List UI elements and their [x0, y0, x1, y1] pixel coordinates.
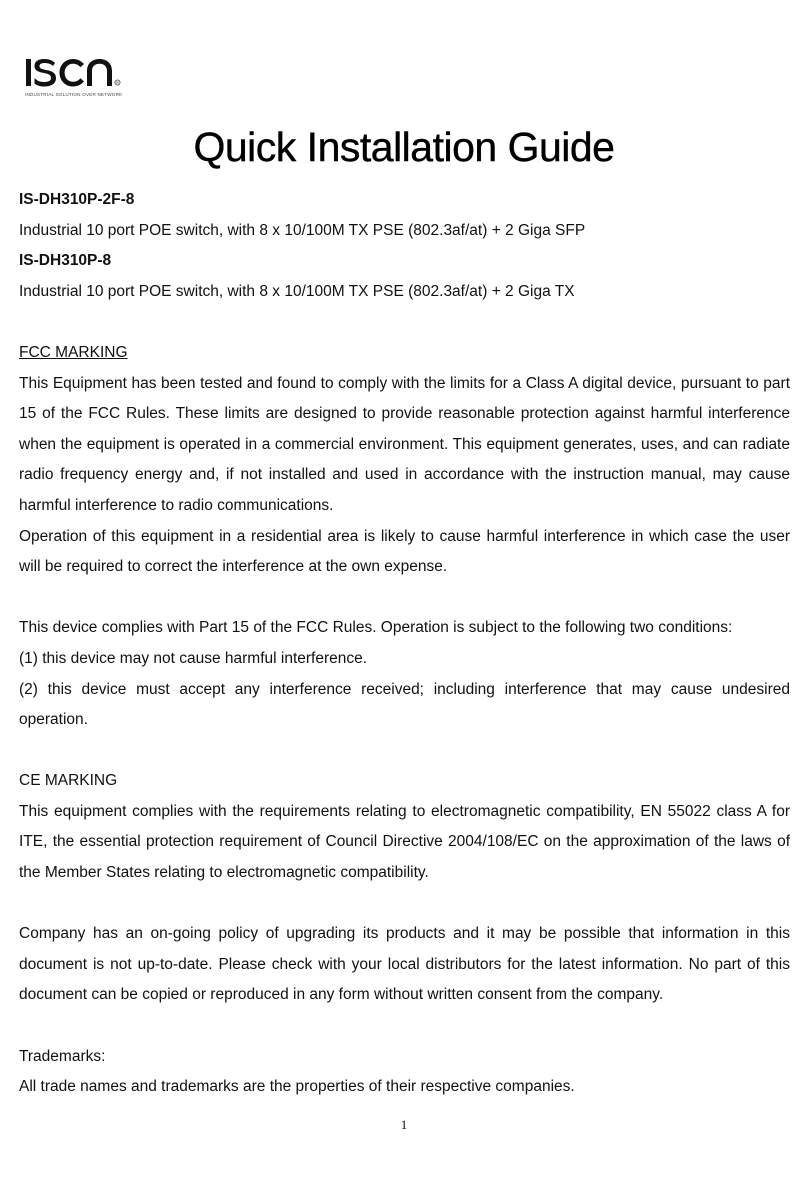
fcc-heading: FCC MARKING	[19, 343, 128, 361]
spacer	[19, 1011, 790, 1042]
spacer	[19, 583, 790, 614]
model-number: IS-DH310P-8	[19, 252, 112, 270]
ce-paragraph: This equipment complies with the requirements relating to electromagnetic compatibility, EN 55022 class A for ITE, the essential protection requirement of Council Directive 2004/108/EC on the approximation of the laws of the Member States relating to electromagnetic compatibility.	[19, 802, 790, 882]
model-description: Industrial 10 port POE switch, with 8 x 10/100M TX PSE (802.3af/at) + 2 Giga SFP	[19, 221, 586, 239]
trademarks-text: All trade names and trademarks are the properties of their respective companies.	[19, 1078, 575, 1096]
spacer	[19, 307, 790, 338]
fcc-condition-2: (2) this device must accept any interference received; including interference that may cause undesired operation.	[19, 680, 790, 729]
page-title: Quick Installation Guide	[193, 124, 615, 170]
spacer	[19, 889, 790, 920]
logo-tagline: INDUSTRIAL SOLUTION OVER NETWORK	[25, 92, 123, 97]
trademarks-heading: Trademarks:	[19, 1047, 106, 1065]
company-logo	[22, 52, 132, 100]
spacer	[19, 736, 790, 767]
fcc-condition-1: (1) this device may not cause harmful interference.	[19, 649, 368, 667]
model-description: Industrial 10 port POE switch, with 8 x 10/100M TX PSE (802.3af/at) + 2 Giga TX	[19, 282, 575, 300]
document-body	[19, 185, 790, 1103]
fcc-compliance-statement: This device complies with Part 15 of the FCC Rules. Operation is subject to the following two conditions:	[19, 619, 733, 637]
fcc-paragraph-2: Operation of this equipment in a residential area is likely to cause harmful interference in which case the user will be required to correct the interference at the own expense.	[19, 527, 790, 576]
svg-text:R: R	[116, 80, 119, 85]
ce-heading: CE MARKING	[19, 772, 118, 790]
iscn-logo-wordmark	[22, 52, 132, 92]
model-number: IS-DH310P-2F-8	[19, 191, 135, 208]
page-number: 1	[400, 1117, 408, 1132]
company-policy-paragraph: Company has an on-going policy of upgrading its products and it may be possible that information in this document is not up-to-date. Please check with your local distributors for the latest information. No part of this document can be copied or reproduced in any form without written consent from the company.	[19, 925, 790, 1004]
fcc-paragraph-1: This Equipment has been tested and found to comply with the limits for a Class A digital device, pursuant to part 15 of the FCC Rules. These limits are designed to provide reasonable protection against harmful interference when the equipment is operated in a commercial environment. This equipment generates, uses, and can radiate radio frequency energy and, if not installed and used in accordance with the instruction manual, may cause harmful interference to radio communications.	[19, 374, 790, 514]
